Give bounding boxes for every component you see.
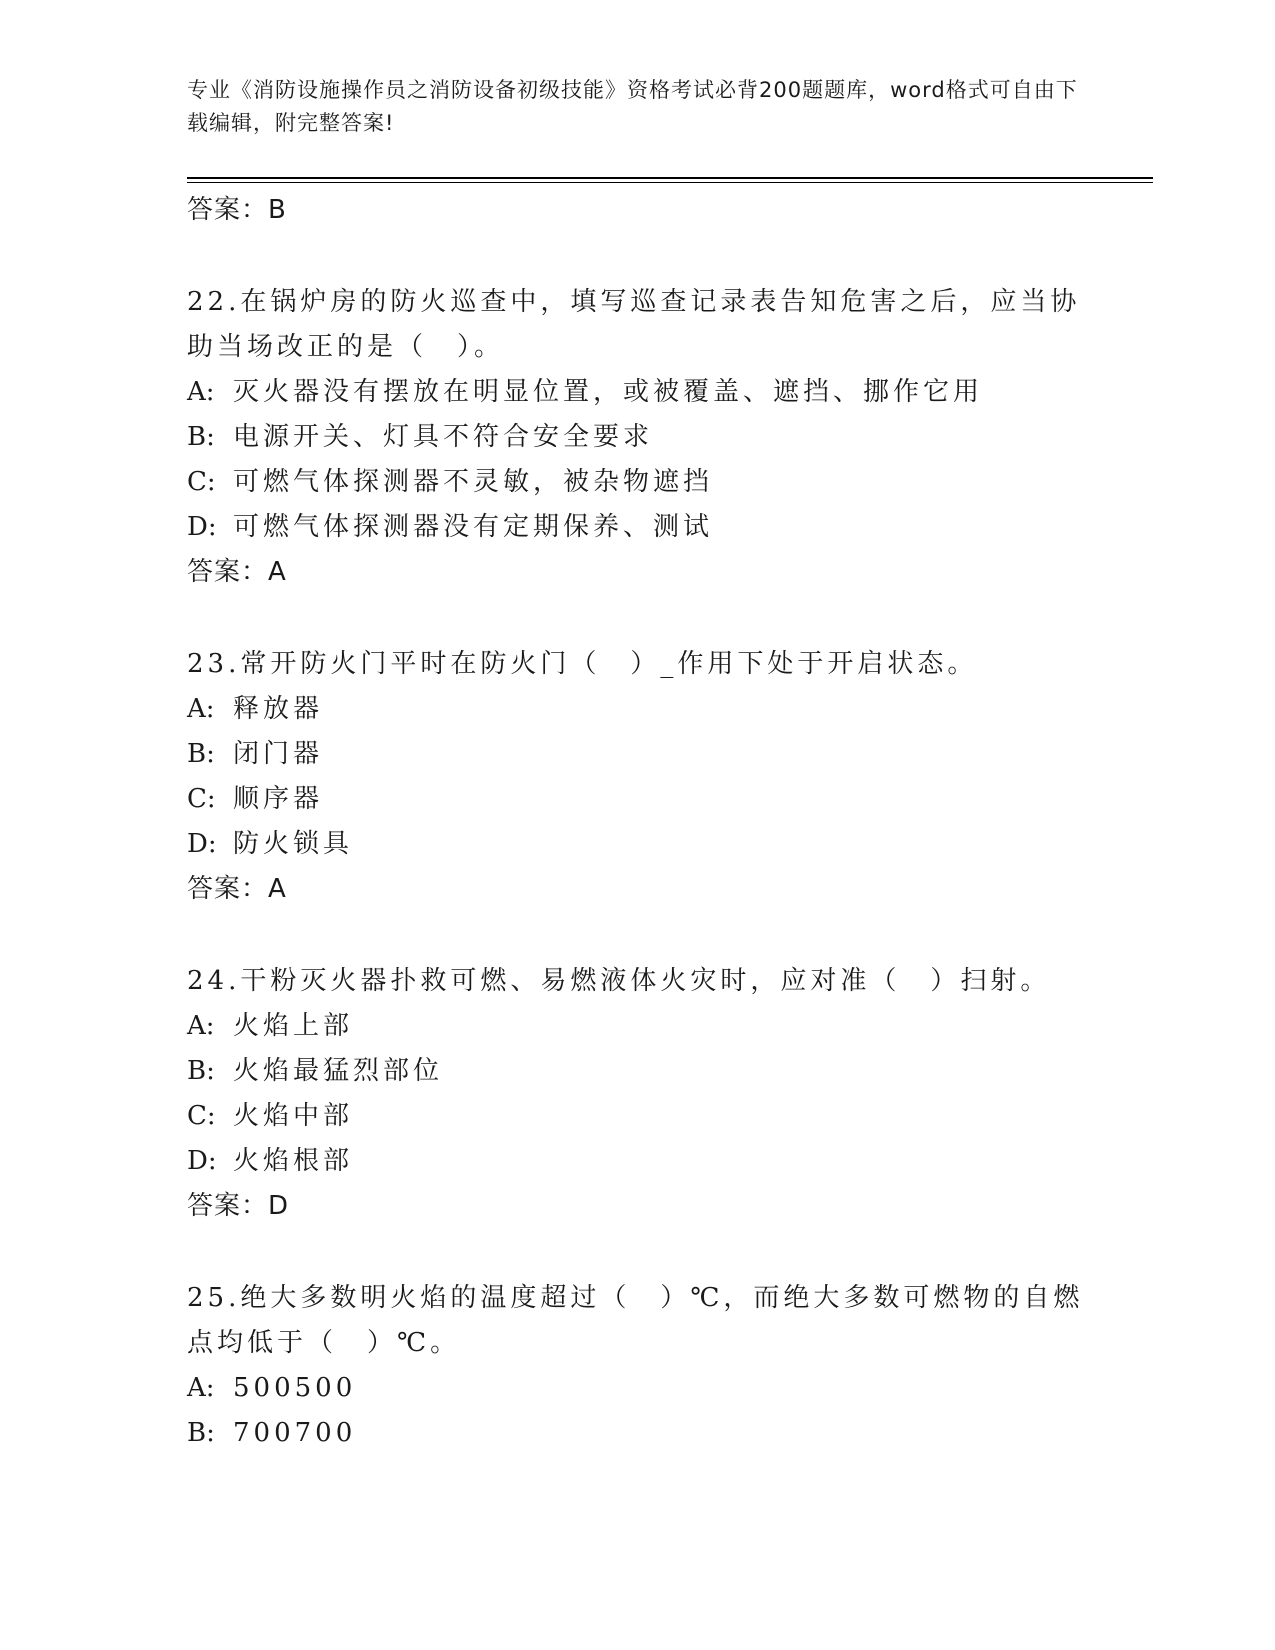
option-text: 500500 [233,1373,357,1403]
option-line [187,822,1087,867]
question-list [187,280,1087,1456]
option-line [187,460,1087,505]
answer-line [187,1184,1087,1229]
question-stem: 25.绝大多数明火焰的温度超过（ ）℃，而绝大多数可燃物的自燃点均低于（ ）℃。 [187,1283,1084,1358]
option-text: 闭门器 [233,739,324,769]
option-text: 可燃气体探测器没有定期保养、测试 [233,512,714,542]
answer-value: A [268,557,287,587]
option-line [187,505,1087,550]
option-text: 火焰根部 [233,1146,354,1176]
option-key: A: [187,377,215,407]
answer-prefix: 答案： [187,1191,269,1221]
answer-prefix: 答案： [187,195,269,225]
option-line [187,1139,1087,1184]
option-text: 电源开关、灯具不符合安全要求 [233,422,654,452]
option-line [187,732,1087,777]
answer-prefix: 答案： [187,874,269,904]
option-line [187,1366,1087,1411]
answer-line [187,188,1087,233]
answer-value: A [268,874,287,904]
option-key: A: [187,1373,215,1403]
option-key: A: [187,1011,215,1041]
option-line [187,370,1087,415]
option-text: 顺序器 [233,784,324,814]
option-line [187,1094,1087,1139]
question-stem: 23.常开防火门平时在防火门（ ）_作用下处于开启状态。 [187,649,978,679]
option-text: 释放器 [233,694,324,724]
option-key: D: [187,512,217,542]
answer-line [187,867,1087,912]
option-line [187,1411,1087,1456]
question-stem: 22.在锅炉房的防火巡查中，填写巡查记录表告知危害之后，应当协助当场改正的是（ ）。 [187,287,1081,362]
answer-line [187,550,1087,595]
header-rule-thick [187,177,1153,179]
question-block [187,959,1087,1229]
question-block [187,1276,1087,1456]
option-line [187,687,1087,732]
question-block [187,280,1087,595]
answer-value: D [268,1191,290,1221]
option-key: B: [187,1056,215,1086]
option-key: B: [187,1418,215,1448]
option-text: 700700 [233,1418,357,1448]
option-line [187,1004,1087,1049]
question-block [187,642,1087,912]
option-key: A: [187,694,215,724]
header-rule-thin [187,182,1153,183]
option-text: 可燃气体探测器不灵敏，被杂物遮挡 [233,467,714,497]
option-key: C: [187,784,216,814]
option-text: 灭火器没有摆放在明显位置，或被覆盖、遮挡、挪作它用 [233,377,984,407]
option-text: 火焰中部 [233,1101,354,1131]
option-text: 火焰最猛烈部位 [233,1056,444,1086]
answer-value: B [268,195,287,225]
option-key: C: [187,1101,216,1131]
option-text: 火焰上部 [233,1011,354,1041]
option-text: 防火锁具 [233,829,354,859]
document-content [187,188,1087,1456]
option-line [187,777,1087,822]
option-key: D: [187,1146,217,1176]
option-key: B: [187,739,215,769]
option-key: B: [187,422,215,452]
option-key: C: [187,467,216,497]
option-line [187,1049,1087,1094]
question-stem: 24.干粉灭火器扑救可燃、易燃液体火灾时，应对准（ ）扫射。 [187,966,1051,996]
option-line [187,415,1087,460]
option-key: D: [187,829,217,859]
document-header: 专业《消防设施操作员之消防设备初级技能》资格考试必背200题题库，word格式可自由下载编辑，附完整答案! [187,78,1078,135]
answer-prefix: 答案： [187,557,269,587]
